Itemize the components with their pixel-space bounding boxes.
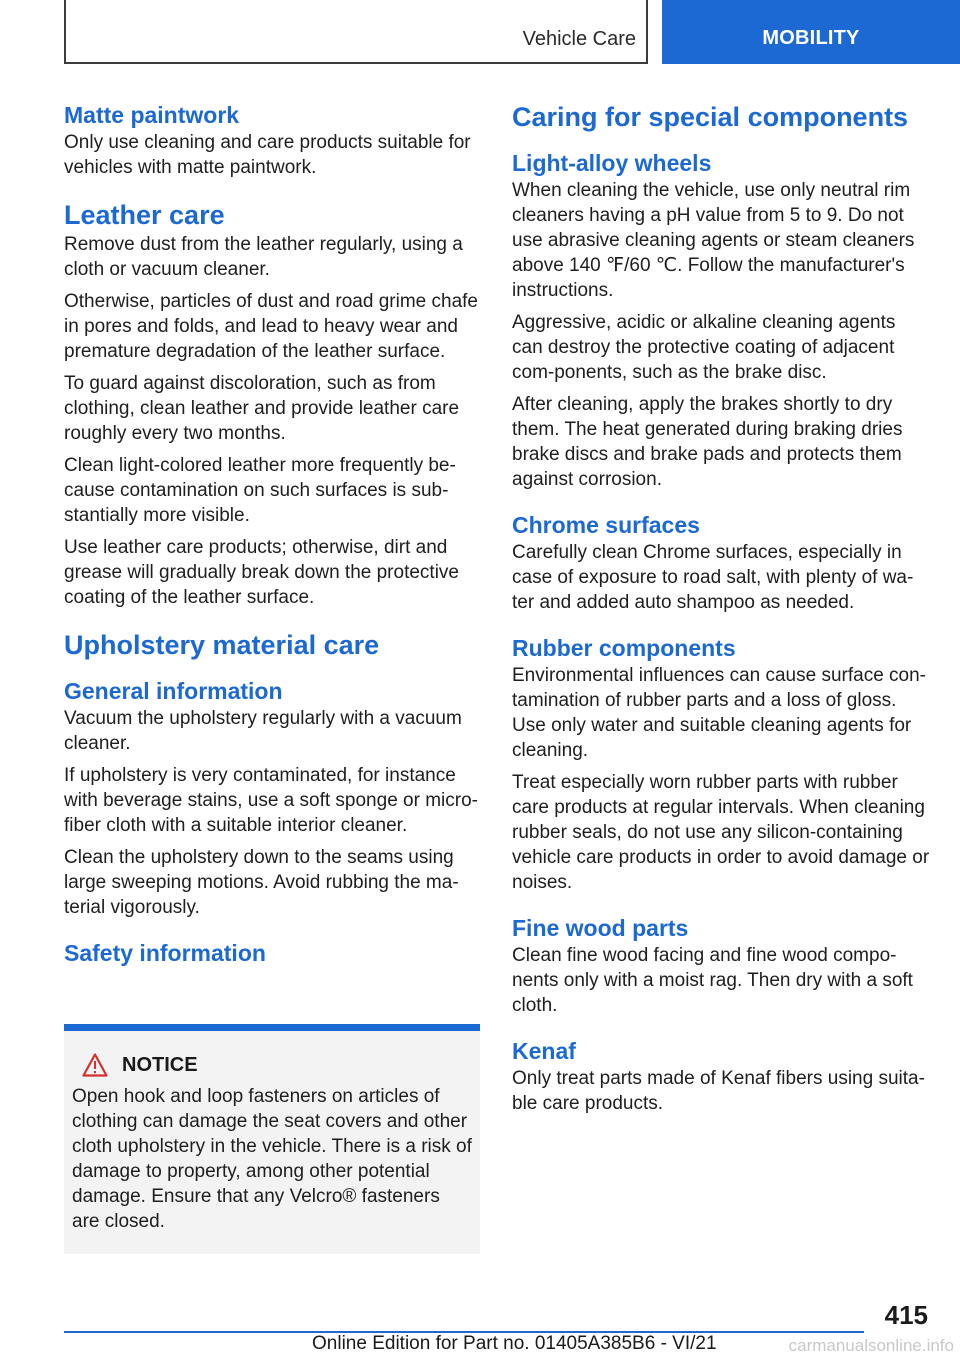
rubber-components-heading: Rubber components bbox=[512, 635, 736, 661]
fine-wood-parts-text: Clean fine wood facing and fine wood compo‐nents only with a moist rag. Then dry with a soft cloth. bbox=[512, 945, 913, 1016]
footer-edition: Online Edition for Part no. 01405A385B6 - VI/21 bbox=[312, 1333, 717, 1354]
leather-care-text-1: Remove dust from the leather regularly, using a cloth or vacuum cleaner. bbox=[64, 234, 463, 280]
safety-information-heading: Safety information bbox=[64, 940, 266, 966]
kenaf-heading: Kenaf bbox=[512, 1038, 576, 1064]
header-section-title: Vehicle Care bbox=[522, 28, 636, 50]
light-alloy-wheels-heading: Light-alloy wheels bbox=[512, 150, 712, 176]
general-information-text-3: Clean the upholstery down to the seams using large sweeping motions. Avoid rubbing the ma‐terial vigorously. bbox=[64, 847, 459, 918]
leather-care-text-4: Clean light-colored leather more frequently be‐cause contamination on such surfaces is sub‐stantially more visible. bbox=[64, 455, 456, 526]
caring-special-components-heading: Caring for special components bbox=[512, 102, 909, 132]
notice-header bbox=[72, 1053, 472, 1077]
notice-box bbox=[64, 1024, 480, 1254]
general-information-text-2: If upholstery is very contaminated, for instance with beverage stains, use a soft sponge or micro‐fiber cloth with a suitable interior cleaner. bbox=[64, 765, 478, 836]
matte-paintwork-text: Only use cleaning and care products suitable for vehicles with matte paintwork. bbox=[64, 132, 471, 178]
chrome-surfaces-heading: Chrome surfaces bbox=[512, 512, 700, 538]
rubber-components-text-2: Treat especially worn rubber parts with rubber care products at regular intervals. When cleaning rubber seals, do not use any silicon-containing vehicle care products in order to avoid damage or noises. bbox=[512, 772, 930, 893]
general-information-heading: General information bbox=[64, 678, 283, 704]
leather-care-text-3: To guard against discoloration, such as from clothing, clean leather and provide leather care roughly every two months. bbox=[64, 373, 460, 444]
header-tab-label: MOBILITY bbox=[762, 26, 860, 49]
leather-care-text-5: Use leather care products; otherwise, dirt and grease will gradually break down the protective coating of the leather surface. bbox=[64, 537, 459, 608]
fine-wood-parts-heading: Fine wood parts bbox=[512, 915, 689, 941]
rubber-components-text-1: Environmental influences can cause surface con‐tamination of rubber parts and a loss of gloss. Use only water and suitable cleaning agents for cleaning. bbox=[512, 665, 927, 761]
light-alloy-wheels-text-3: After cleaning, apply the brakes shortly to dry them. The heat generated during braking dries brake discs and brake pads and protects them against corrosion. bbox=[512, 394, 903, 490]
leather-care-heading: Leather care bbox=[64, 200, 225, 230]
notice-label: NOTICE bbox=[122, 1053, 198, 1076]
light-alloy-wheels-text-1: When cleaning the vehicle, use only neutral rim cleaners having a pH value from 5 to 9. Do not use abrasive cleaning agents or steam cleaners above 140 ℉/60 ℃. Follow the manufacturer's instructions. bbox=[512, 180, 915, 301]
page-number: 415 bbox=[884, 1300, 928, 1330]
notice-text: Open hook and loop fasteners on articles of clothing can damage the seat covers and other cloth upholstery in the vehicle. There is a risk of damage to property, among other potential damage. Ensure that any Velcro® fasteners are closed. bbox=[72, 1086, 472, 1232]
header-tab-mobility bbox=[662, 0, 960, 64]
chrome-surfaces-text: Carefully clean Chrome surfaces, especially in case of exposure to road salt, with plenty of wa‐ter and added auto shampoo as needed. bbox=[512, 542, 914, 613]
matte-paintwork-heading: Matte paintwork bbox=[64, 102, 240, 128]
kenaf-text: Only treat parts made of Kenaf fibers using suita‐ble care products. bbox=[512, 1068, 925, 1114]
warning-triangle-icon bbox=[82, 1053, 108, 1077]
light-alloy-wheels-text-2: Aggressive, acidic or alkaline cleaning agents can destroy the protective coating of adjacent com‐ponents, such as the brake disc. bbox=[512, 312, 896, 383]
footer-watermark: carmanualsonline.info bbox=[788, 1336, 954, 1355]
right-column bbox=[512, 100, 930, 1116]
left-column bbox=[64, 100, 482, 968]
general-information-text-1: Vacuum the upholstery regularly with a vacuum cleaner. bbox=[64, 708, 462, 754]
leather-care-text-2: Otherwise, particles of dust and road grime chafe in pores and folds, and lead to heavy wear and premature degradation of the leather surface. bbox=[64, 291, 478, 362]
upholstery-care-heading: Upholstery material care bbox=[64, 630, 380, 660]
